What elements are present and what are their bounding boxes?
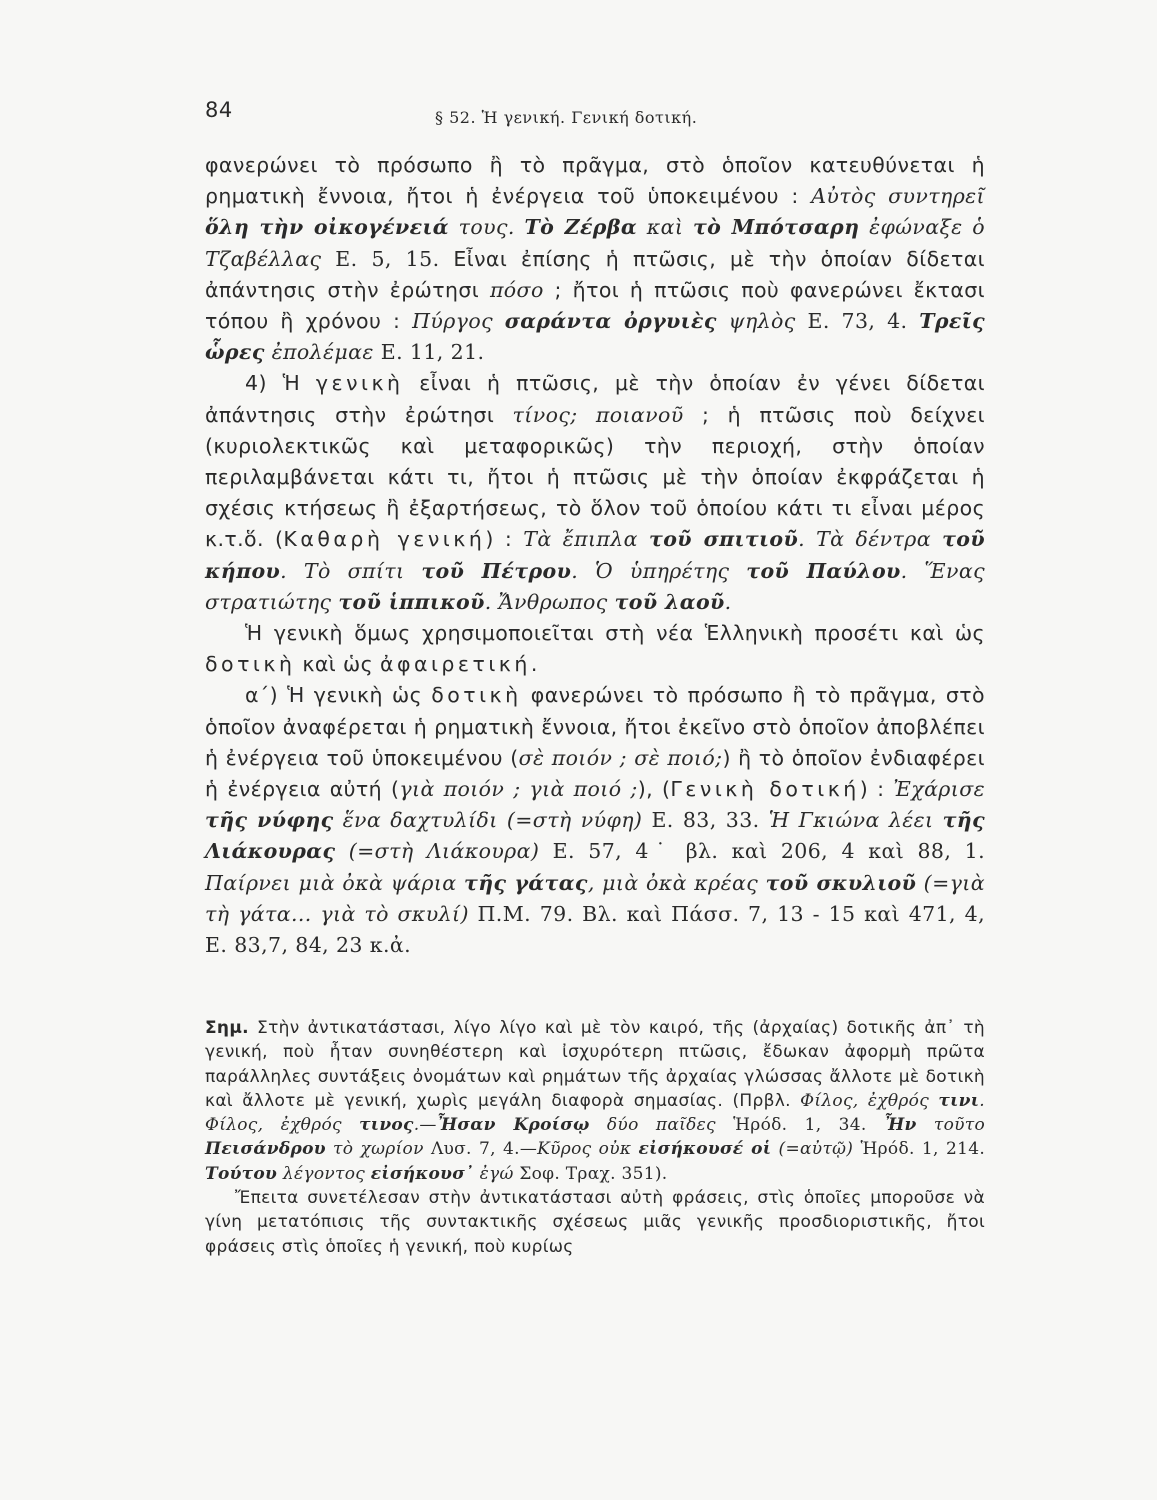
text-run: Στὴν ἀντικατάστασι, λίγο λίγο καὶ μὲ τὸν καιρό, τῆς (ἀρχαίας) δοτικῆς ἀπ᾿ τὴ γενική, ποὺ ἦταν συνηθέστερη καὶ ἰσχυρότερη πτῶσις, ἔδωκαν ἀφορμὴ πρῶτα παράλληλες συντάξεις ὀνομάτων καὶ ρημάτων τῆς ἀρχαίας γλώσσας ἄλλοτε μὲ δοτικὴ καὶ ἄλλοτε μὲ γενική, χωρὶς μεγάλη διαφορὰ σημασίας. (Πρβλ. xyxy=(205,1018,985,1111)
reference: Ε. 73, 4. xyxy=(795,309,920,334)
citation: τους. xyxy=(448,215,525,240)
citation-emphasis: Ἦσαν Κροίσῳ xyxy=(436,1115,590,1136)
citation: ψηλὸς xyxy=(716,309,796,334)
citation: σὲ ποιόν ; σὲ ποιό; xyxy=(518,745,723,770)
citation-emphasis: τοῦ κήπου xyxy=(205,527,985,583)
spaced-term: δοτικὴ xyxy=(205,652,296,677)
running-head: § 52. Ἡ γενική. Γενική δοτική. xyxy=(435,108,698,127)
citation: δύο παῖδες xyxy=(589,1115,716,1136)
note-paragraph-2: Ἔπειτα συνετέλεσαν στὴν ἀντικατάστασι αὐτὴ φράσεις, στὶς ὁποῖες μποροῦσε νὰ γίνη μετατόπισις τῆς συντακτικῆς σχέσεως μιᾶς γενικῆς προσδιοριστικῆς, ἤτοι φράσεις στὶς ὁποῖες ἡ γενική, ποὺ κυρίως xyxy=(205,1188,985,1257)
text-run: καὶ ὡς xyxy=(295,652,380,677)
citation: Ἡ Γκιώνα λέει xyxy=(768,808,943,833)
citation-emphasis: τινος xyxy=(359,1115,414,1136)
text-run: Εἶναι ἐπίσης ἡ πτῶσις, μὲ τὴν ὁποίαν δίδεται ἀπάντησις στὴν ἐρώτησι xyxy=(205,246,985,302)
citation-emphasis: τοῦ ἱππικοῦ xyxy=(338,589,485,614)
citation: Αὐτὸς συντηρεῖ xyxy=(811,184,985,209)
page-number: 84 xyxy=(205,98,233,122)
footnote-block xyxy=(205,1016,985,1259)
citation-emphasis: τοῦ Πέτρου xyxy=(421,558,572,583)
citation: ἕνα δαχτυλίδι (=στὴ νύφη) xyxy=(333,808,643,833)
citation: Κῦρος οὐκ xyxy=(537,1139,639,1160)
citation: . Φίλος, ἐχθρός xyxy=(205,1090,985,1136)
main-text xyxy=(205,150,985,961)
citation: Τὰ ἔπιπλα xyxy=(523,527,649,552)
page-header xyxy=(205,98,985,134)
citation-emphasis: τῆς γάτας xyxy=(464,870,588,895)
text-run: ) : xyxy=(859,777,894,802)
citation: ἐπολέμαε xyxy=(264,340,374,365)
reference: Ε. 5, 15. xyxy=(321,246,454,271)
spaced-term: Γενικὴ δοτική xyxy=(670,777,860,802)
citation-emphasis: Πεισάνδρου xyxy=(205,1139,326,1160)
citation: καὶ xyxy=(637,215,693,240)
citation-emphasis: τῆς Λιάκουρας xyxy=(205,808,985,864)
citation-emphasis: σαράντα ὀργυιὲς xyxy=(504,309,717,334)
reference: Σοφ. Τραχ. 351). xyxy=(513,1163,668,1184)
citation: Φίλος, ἐχθρός xyxy=(800,1090,939,1111)
citation: τίνος; ποιανοῦ xyxy=(512,402,684,427)
text-run: 4) Ἡ xyxy=(245,371,316,396)
citation-emphasis: εἰσήκουσ᾿ xyxy=(370,1163,474,1184)
spaced-term: ἀφαιρετική xyxy=(379,652,531,677)
text-run: ; ἤτοι ἡ πτῶσις ποὺ φανερώνει ἔκτασι τόπου ἢ χρόνου : xyxy=(205,277,985,334)
spaced-term: δοτικὴ xyxy=(431,683,522,708)
reference: Ἡρόδ. 1, 34. xyxy=(715,1115,884,1136)
text-run: ) ἢ τὸ ὁποῖον ἐνδιαφέρει ἡ ἐνέργεια αὐτή ( xyxy=(205,745,985,802)
citation-emphasis: Τρεῖς ὧρες xyxy=(205,309,985,365)
citation-emphasis: ὅλη τὴν οἰκογένειά xyxy=(205,215,449,240)
note-paragraph-1 xyxy=(205,1016,985,1186)
text-run: ) : xyxy=(485,527,524,552)
reference: Ε. 11, 21. xyxy=(373,340,485,365)
citation: ἐγώ xyxy=(473,1163,514,1184)
spaced-term: Καθαρὴ γενική xyxy=(283,527,486,552)
text-run: . xyxy=(530,652,538,677)
citation: . Τὰ δέντρα xyxy=(798,527,943,552)
paragraph-4 xyxy=(205,680,985,961)
citation: . Τὸ σπίτι xyxy=(280,558,422,583)
reference: Λυσ. 7, 4.— xyxy=(423,1139,538,1160)
paragraph-1 xyxy=(205,150,985,368)
citation: λέγοντος xyxy=(277,1163,371,1184)
text-run: Ἡ γενικὴ ὅμως χρησιμοποιεῖται στὴ νέα Ἑλληνικὴ προσέτι καὶ ὡς xyxy=(245,621,985,646)
citation: γιὰ ποιόν ; γιὰ ποιό ; xyxy=(399,777,638,802)
citation-emphasis: εἰσήκουσέ οἱ xyxy=(638,1139,772,1160)
citation: . Ἄνθρωπος xyxy=(484,589,615,614)
text-run: εἶναι ἡ πτῶσις, μὲ τὴν ὁποίαν ἐν γένει δίδεται ἀπάντησις στὴν ἐρώτησι xyxy=(205,371,986,427)
citation-emphasis: τοῦ λαοῦ xyxy=(614,589,725,614)
citation-emphasis: τοῦ Παύλου xyxy=(746,558,901,583)
citation-emphasis: τοῦ σκυλιοῦ xyxy=(765,870,917,895)
citation: . Ὁ ὑπηρέτης xyxy=(571,558,747,583)
reference: Ε. 83, 33. xyxy=(642,808,769,833)
citation: Πύργος xyxy=(412,309,505,334)
text-run: α΄) Ἡ γενικὴ ὡς xyxy=(245,683,432,708)
text-run: ; ἡ πτῶσις ποὺ δείχνει (κυριολεκτικῶς καὶ μεταφορικῶς) τὴν περιοχή, στὴν ὁποίαν περιλαμβάνεται κάτι τι, ἤτοι ἡ πτῶσις μὲ τὴν ὁποίαν ἐκφράζεται ἡ σχέσις κτήσεως ἢ ἐξαρτήσεως, τὸ ὅλον τοῦ ὁποίου κάτι τι εἶναι μέρος κ.τ.ὅ. ( xyxy=(205,402,986,552)
citation: (=γιὰ τὴ γάτα... γιὰ τὸ σκυλί) xyxy=(205,870,985,926)
reference: Ε. 57, 4˙ βλ. καὶ 206, 4 καὶ 88, 1. xyxy=(539,839,985,864)
citation-emphasis: Ἦν xyxy=(883,1115,917,1136)
reference: Ἡρόδ. 1, 214. xyxy=(853,1139,986,1160)
citation-emphasis: Τὸ Ζέρβα xyxy=(524,215,638,240)
citation: τοῦτο xyxy=(916,1115,986,1136)
citation: .— xyxy=(413,1115,437,1136)
citation-emphasis: Τούτου xyxy=(205,1163,278,1184)
citation: πόσο xyxy=(489,277,544,302)
citation: (=αὐτῷ) xyxy=(771,1139,854,1160)
citation-emphasis: τῆς νύφης xyxy=(205,808,334,833)
citation: ἐφώναξε ὁ Τζαβέλλας xyxy=(205,215,986,271)
paragraph-3 xyxy=(205,618,985,680)
citation-emphasis: τὸ Μπότσαρη xyxy=(692,215,860,240)
citation: . Ἕνας στρατιώτης xyxy=(205,558,985,614)
citation: Παίρνει μιὰ ὀκὰ ψάρια xyxy=(205,870,464,895)
reference: Π.Μ. 79. Βλ. καὶ Πάσσ. 7, 13 - 15 καὶ 471, 4, Ε. 83,7, 84, 23 κ.ἀ. xyxy=(205,901,985,958)
text-run: ), ( xyxy=(637,777,671,802)
paragraph-2 xyxy=(205,368,985,618)
note-label: Σημ. xyxy=(205,1018,249,1038)
citation: τὸ χωρίον xyxy=(325,1139,424,1160)
citation: , μιὰ ὀκὰ κρέας xyxy=(587,870,766,895)
citation-emphasis: τινι xyxy=(938,1090,980,1111)
citation: Ἐχάρισε xyxy=(893,777,985,802)
citation: (=στὴ Λιάκουρα) xyxy=(335,839,540,864)
text-run: φανερώνει τὸ πρόσωπο ἢ τὸ πρᾶγμα, στὸ ὁποῖον κατευθύνεται ἡ ρηματικὴ ἔννοια, ἤτοι ἡ ἐνέργεια τοῦ ὑποκειμένου : xyxy=(205,153,985,209)
text-run: φανερώνει τὸ πρόσωπο ἢ τὸ πρᾶγμα, στὸ ὁποῖον ἀναφέρεται ἡ ρηματικὴ ἔννοια, ἤτοι ἐκεῖνο στὸ ὁποῖον ἀποβλέπει ἡ ἐνέργεια τοῦ ὑποκειμένου ( xyxy=(205,683,985,770)
citation: . xyxy=(724,589,732,614)
citation-emphasis: τοῦ σπιτιοῦ xyxy=(649,527,799,552)
spaced-term: γενικὴ xyxy=(315,371,404,396)
